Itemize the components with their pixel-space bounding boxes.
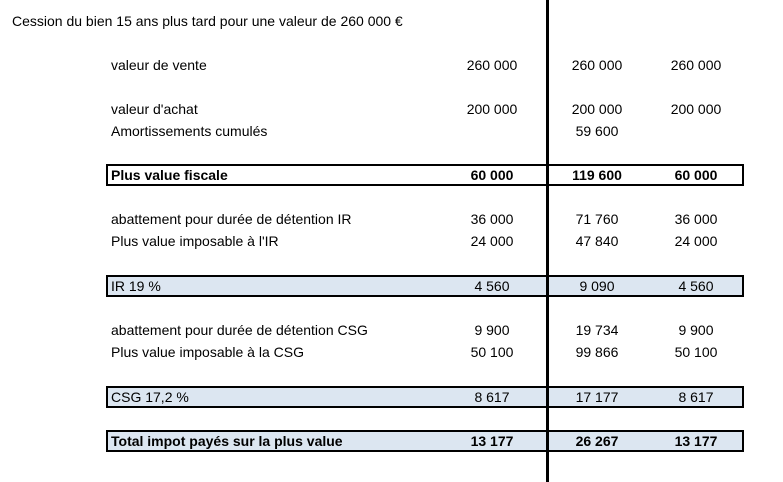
cell-csg-3: 8 617 <box>678 389 714 405</box>
row-label-csg: CSG 17,2 % <box>111 389 189 405</box>
cell-abattement-ir-3: 36 000 <box>674 211 718 227</box>
cell-pv-imposable-csg-1: 50 100 <box>470 344 514 360</box>
cell-valeur-vente-1: 260 000 <box>466 57 518 73</box>
row-label-abattement-csg: abattement pour durée de détention CSG <box>111 322 368 338</box>
cell-abattement-ir-2: 71 760 <box>575 211 619 227</box>
row-label-plus-value-fiscale: Plus value fiscale <box>111 167 228 183</box>
cell-plus-value-fiscale-3: 60 000 <box>674 167 718 183</box>
cell-csg-1: 8 617 <box>474 389 510 405</box>
cell-pv-imposable-csg-3: 50 100 <box>674 344 718 360</box>
cell-total-3: 13 177 <box>674 433 718 449</box>
cell-ir-1: 4 560 <box>474 278 510 294</box>
column-divider <box>546 0 549 482</box>
row-label-abattement-ir: abattement pour durée de détention IR <box>111 211 352 227</box>
cell-pv-imposable-ir-3: 24 000 <box>674 233 718 249</box>
cell-amortissements-2: 59 600 <box>575 123 619 139</box>
cell-abattement-csg-3: 9 900 <box>678 322 714 338</box>
cell-valeur-vente-2: 260 000 <box>571 57 623 73</box>
row-label-amortissements: Amortissements cumulés <box>111 123 268 139</box>
csg-box <box>106 386 744 408</box>
cell-total-1: 13 177 <box>470 433 514 449</box>
cell-valeur-achat-3: 200 000 <box>670 101 722 117</box>
row-label-valeur-vente: valeur de vente <box>111 57 207 73</box>
cell-plus-value-fiscale-1: 60 000 <box>470 167 514 183</box>
row-label-ir: IR 19 % <box>111 278 161 294</box>
row-label-pv-imposable-csg: Plus value imposable à la CSG <box>111 344 304 360</box>
cell-plus-value-fiscale-2: 119 600 <box>572 167 622 183</box>
cell-abattement-csg-1: 9 900 <box>474 322 510 338</box>
cell-valeur-vente-3: 260 000 <box>670 57 722 73</box>
ir-box <box>106 275 744 297</box>
cell-pv-imposable-csg-2: 99 866 <box>575 344 619 360</box>
cell-valeur-achat-2: 200 000 <box>571 101 623 117</box>
cell-pv-imposable-ir-1: 24 000 <box>470 233 514 249</box>
sheet-title: Cession du bien 15 ans plus tard pour une valeur de 260 000 € <box>12 13 403 29</box>
row-label-total: Total impot payés sur la plus value <box>111 433 343 449</box>
cell-valeur-achat-1: 200 000 <box>466 101 518 117</box>
row-label-pv-imposable-ir: Plus value imposable à l'IR <box>111 233 279 249</box>
cell-abattement-ir-1: 36 000 <box>470 211 514 227</box>
row-label-valeur-achat: valeur d'achat <box>111 101 198 117</box>
cell-abattement-csg-2: 19 734 <box>575 322 619 338</box>
cell-csg-2: 17 177 <box>575 389 619 405</box>
cell-ir-2: 9 090 <box>579 278 615 294</box>
cell-total-2: 26 267 <box>575 433 619 449</box>
cell-pv-imposable-ir-2: 47 840 <box>575 233 619 249</box>
cell-ir-3: 4 560 <box>678 278 714 294</box>
